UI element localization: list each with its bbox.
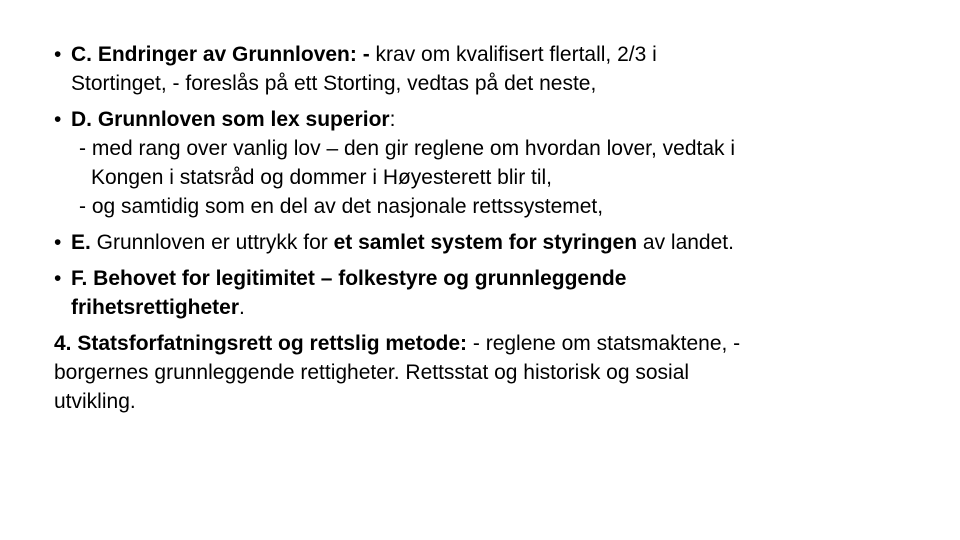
bullet-d-line-1 <box>71 105 924 134</box>
bullet-f-line-1 <box>71 264 924 293</box>
bullet-c <box>54 40 924 98</box>
bullet-f-period: . <box>239 296 245 319</box>
bullet-d-line-3: Kongen i statsråd og dommer i Høyesterett blir til, <box>91 166 553 189</box>
bullet-c-heading: C. Endringer av Grunnloven: - <box>71 43 370 66</box>
bullet-f <box>54 264 924 322</box>
bullet-d-line-2: - med rang over vanlig lov – den gir reglene om hvordan lover, vedtak i <box>79 137 736 160</box>
bullet-d-heading: D. Grunnloven som lex superior <box>71 108 390 131</box>
bullet-c-text: krav om kvalifisert flertall, 2/3 i <box>369 43 657 66</box>
section-4 <box>54 329 924 416</box>
section-4-line-1 <box>54 329 924 358</box>
bullet-d-colon: : <box>389 108 396 131</box>
bullet-dot: • <box>54 43 62 66</box>
bullet-e-text-2: av landet. <box>637 231 734 254</box>
section-4-text-1: - reglene om statsmaktene, - <box>467 332 741 355</box>
bullet-c-line-2: Stortinget, - foreslås på ett Storting, vedtas på det neste, <box>71 72 597 95</box>
bullet-e-text-1: Grunnloven er uttrykk for <box>90 231 334 254</box>
bullet-dot: • <box>54 108 62 131</box>
bullet-e-heading: E. <box>71 231 91 254</box>
bullet-e-line-1 <box>71 228 924 257</box>
bullet-f-heading-cont: frihetsrettigheter <box>71 296 240 319</box>
slide-body <box>54 40 924 416</box>
bullet-f-heading: F. Behovet for legitimitet – folkestyre og grunnleggende <box>71 267 627 290</box>
bullet-e <box>54 228 924 257</box>
bullet-dot: • <box>54 231 62 254</box>
bullet-d-line-4: - og samtidig som en del av det nasjonale rettssystemet, <box>79 195 604 218</box>
bullet-c-line-1 <box>71 40 924 69</box>
bullet-d <box>54 105 924 221</box>
section-4-heading: 4. Statsforfatningsrett og rettslig metode: <box>54 332 468 355</box>
bullet-e-emphasis: et samlet system for styringen <box>333 231 638 254</box>
bullet-dot: • <box>54 267 62 290</box>
section-4-line-2: borgernes grunnleggende rettigheter. Rettsstat og historisk og sosial <box>54 361 690 384</box>
section-4-line-3: utvikling. <box>54 390 136 413</box>
bullet-f-line-2 <box>71 293 924 322</box>
